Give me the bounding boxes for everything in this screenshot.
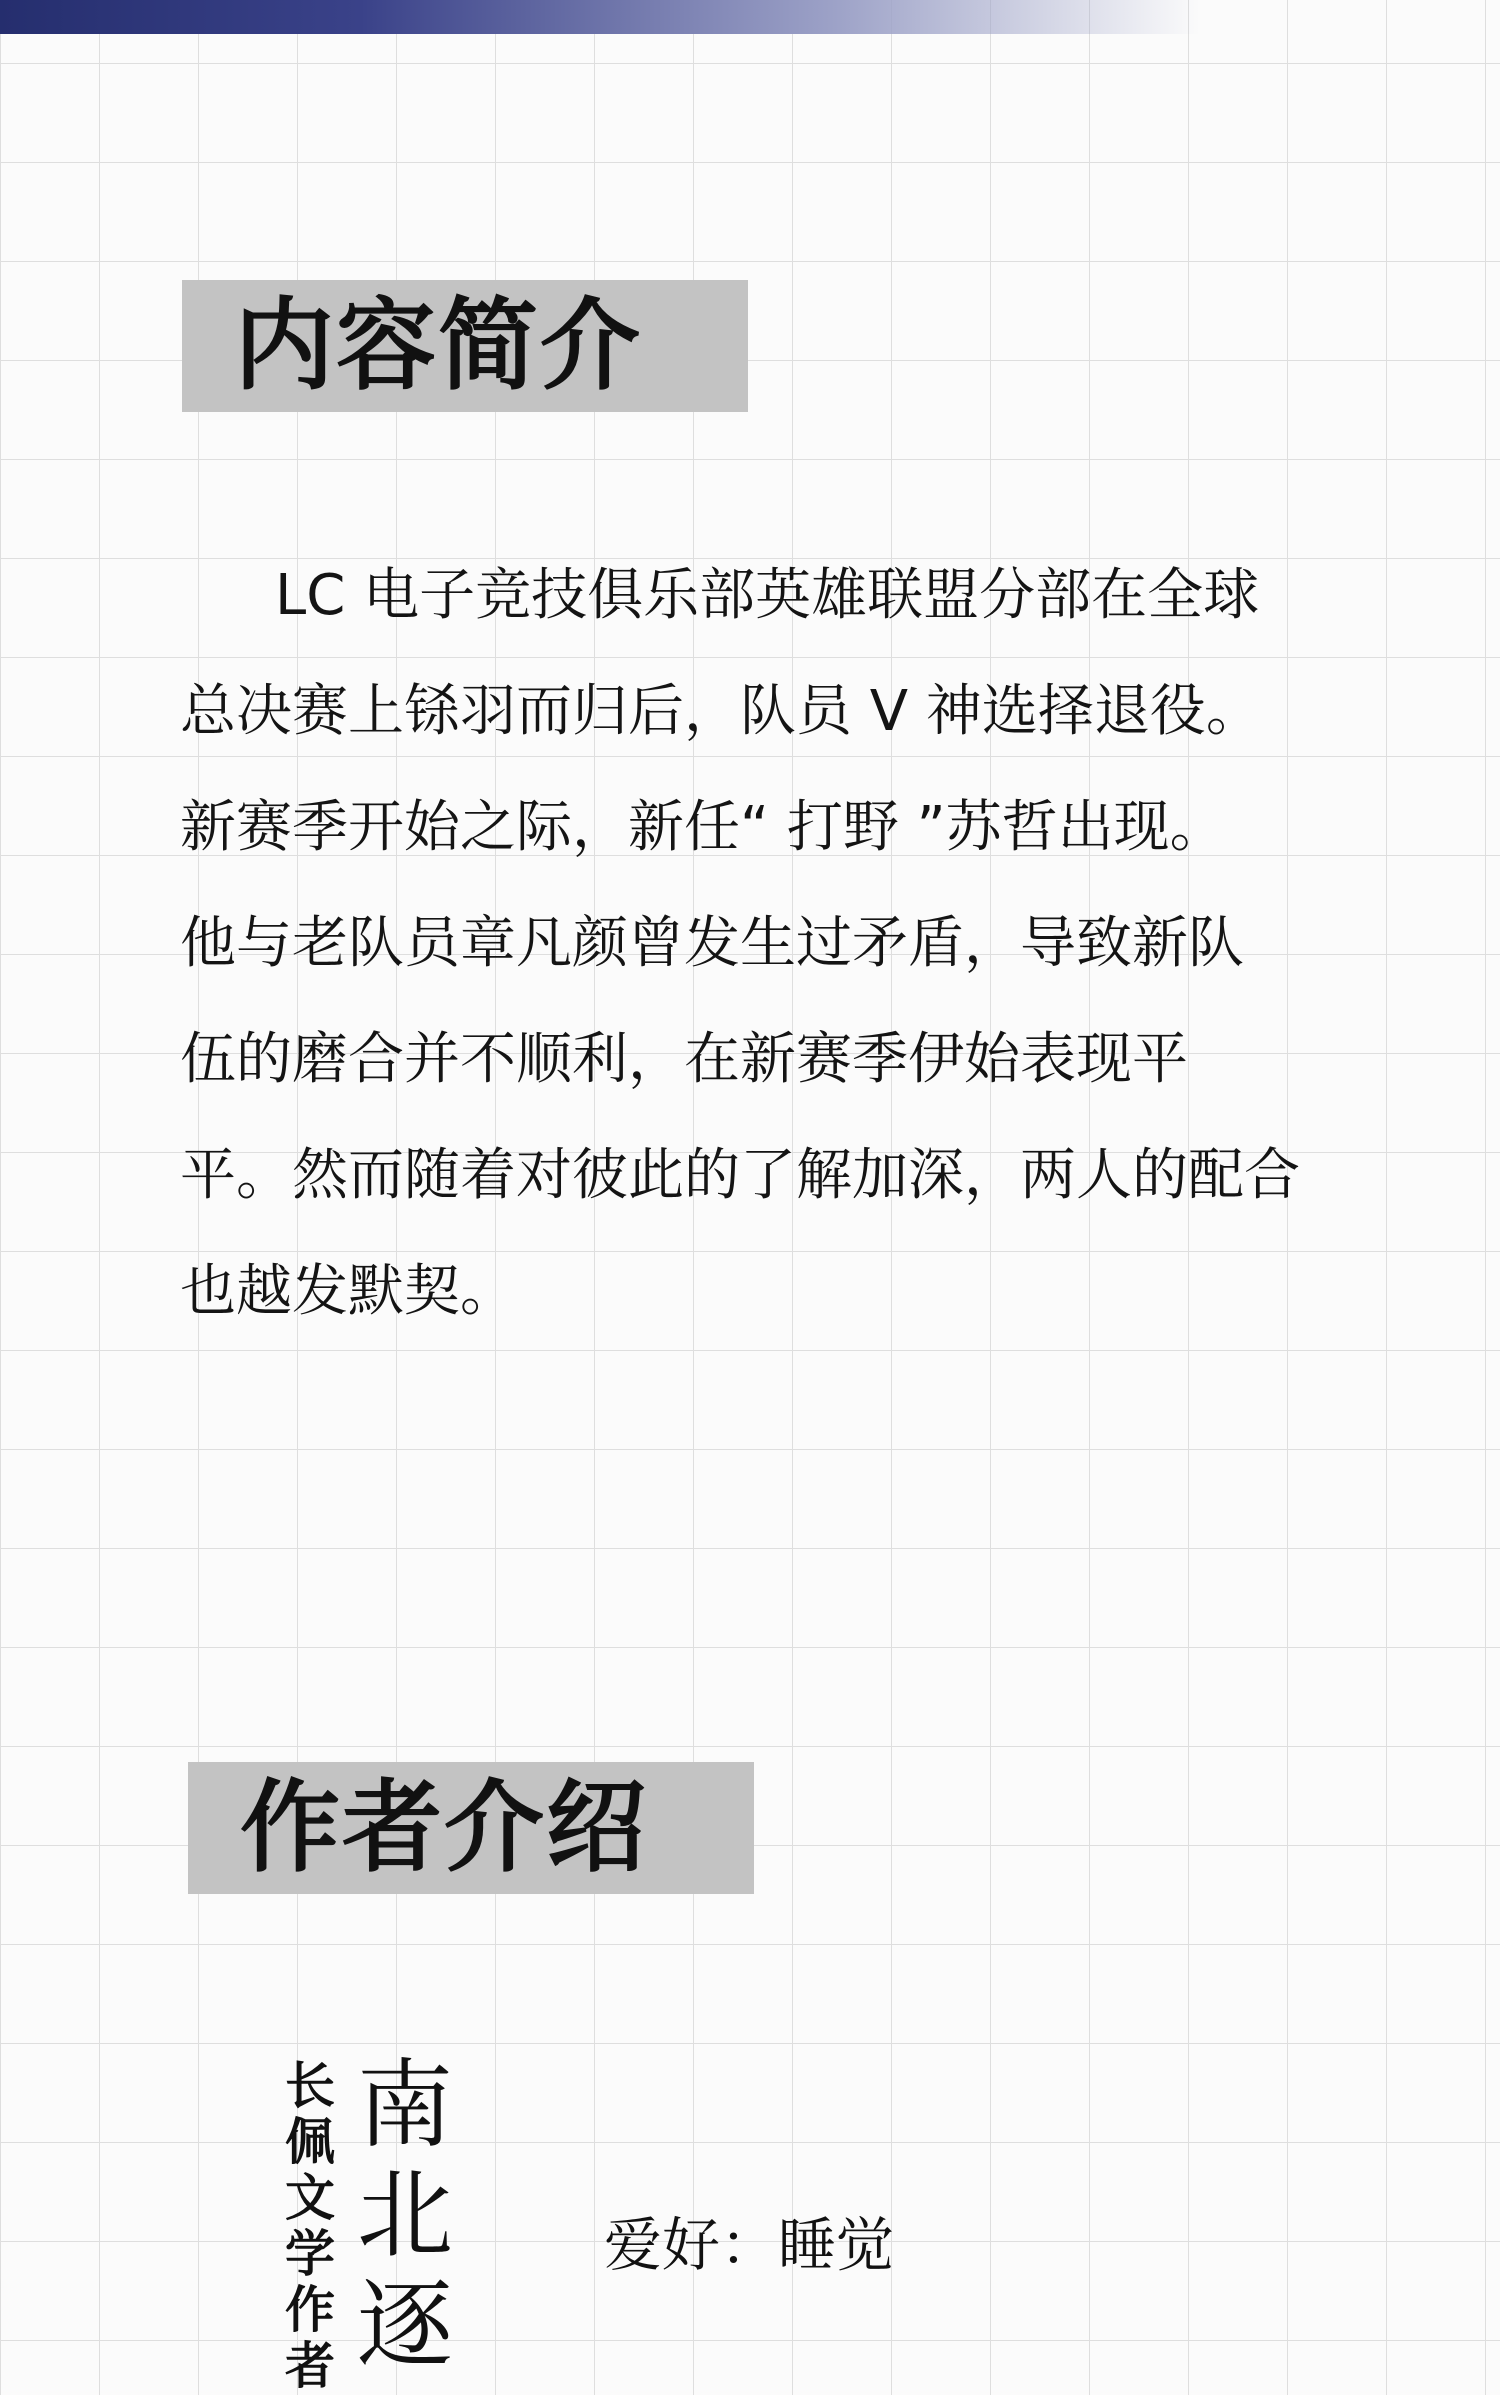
author-role: 长佩文学作者 [285,2057,335,2395]
top-accent-bar [0,0,1200,34]
author-name: 南北逐 [357,2049,453,2381]
intro-heading: 内容简介 [234,287,642,404]
intro-line: 平。然而随着对彼此的了解加深，两人的配合 [180,1143,1300,1208]
intro-line: LC 电子竞技俱乐部英雄联盟分部在全球 [275,563,1260,628]
intro-section-header [182,280,748,412]
intro-line: 也越发默契。 [180,1259,516,1324]
intro-line: 他与老队员章凡颜曾发生过矛盾，导致新队 [180,911,1244,976]
intro-line: 总决赛上铩羽而归后，队员 V 神选择退役。 [180,679,1262,744]
intro-line: 伍的磨合并不顺利，在新赛季伊始表现平 [180,1027,1188,1092]
author-hobby: 爱好：睡觉 [604,2211,895,2279]
intro-line: 新赛季开始之际，新任“ 打野 ”苏哲出现。 [180,795,1226,860]
author-heading: 作者介绍 [240,1769,648,1886]
intro-body [180,538,1375,1350]
author-section-header [188,1762,754,1894]
